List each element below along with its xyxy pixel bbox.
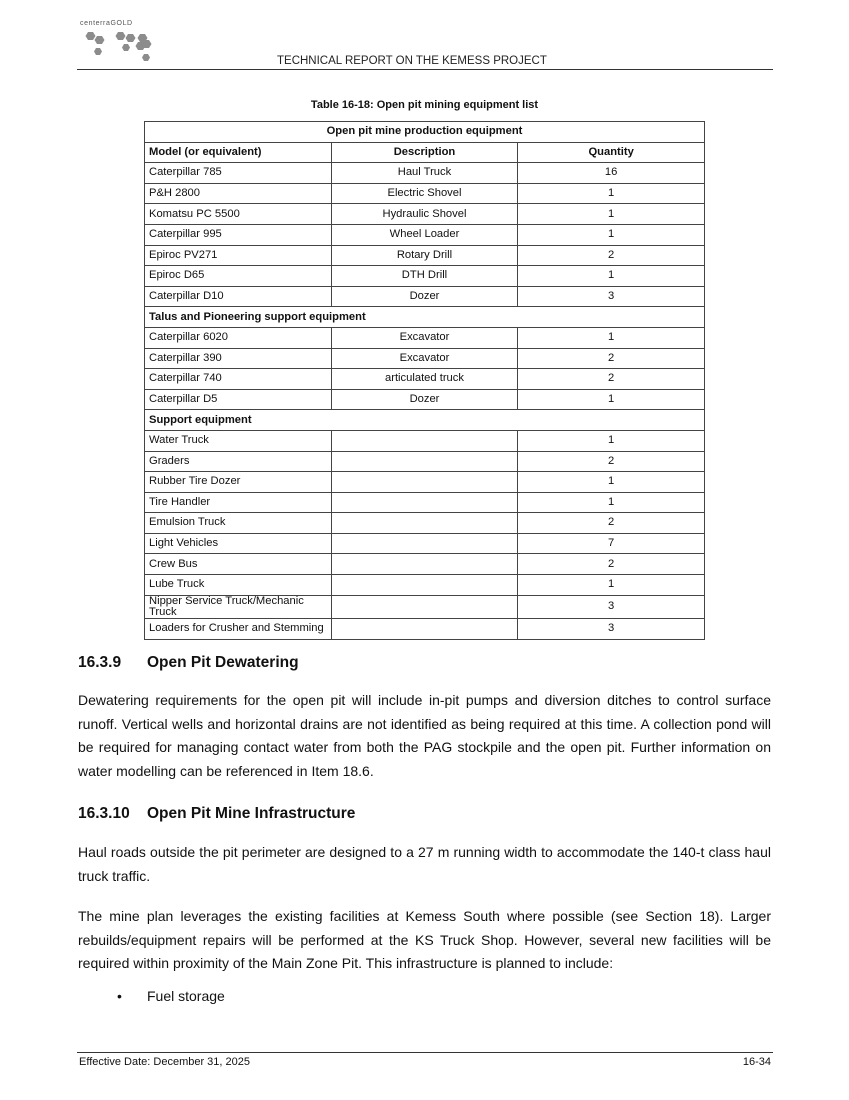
cell-quantity: 1 [518, 224, 705, 245]
cell-description: articulated truck [331, 369, 518, 390]
table-row [145, 595, 705, 618]
section-number: 16.3.10 [78, 805, 130, 822]
cell-quantity: 1 [518, 575, 705, 596]
cell-description [331, 575, 518, 596]
footer-page-number: 16-34 [742, 1056, 771, 1068]
cell-model: Crew Bus [145, 554, 332, 575]
cell-model: P&H 2800 [145, 183, 332, 204]
cell-quantity: 1 [518, 327, 705, 348]
table-column-header-row [145, 142, 705, 163]
cell-model: Loaders for Crusher and Stemming [145, 619, 332, 640]
table-group-header-row [145, 307, 705, 328]
cell-model: Lube Truck [145, 575, 332, 596]
column-header-quantity: Quantity [518, 142, 705, 163]
cell-description [331, 451, 518, 472]
paragraph-dewatering: Dewatering requirements for the open pit will include in-pit pumps and diversion ditches to control surface runoff. Vertical wells and horizontal drains are not identified as being required at this time. A collection pond will be required for managing contact water from both the PAG stockpile and the open pit. Further information on water modelling can be referenced in Item 18.6. [78, 692, 771, 779]
section-title: Open Pit Dewatering [147, 654, 299, 671]
bullet-text: Fuel storage [147, 988, 225, 1004]
table-row [145, 183, 705, 204]
table-row [145, 430, 705, 451]
table-caption: Table 16-18: Open pit mining equipment list [310, 99, 539, 111]
cell-model: Epiroc D65 [145, 266, 332, 287]
section-title: Open Pit Mine Infrastructure [147, 805, 356, 822]
cell-quantity: 1 [518, 430, 705, 451]
cell-quantity: 1 [518, 492, 705, 513]
column-header-model: Model (or equivalent) [145, 142, 332, 163]
table-row [145, 286, 705, 307]
table-row [145, 389, 705, 410]
table-row [145, 369, 705, 390]
table-group-header-row [145, 410, 705, 431]
table-row [145, 513, 705, 534]
cell-model: Caterpillar 6020 [145, 327, 332, 348]
table-row [145, 348, 705, 369]
cell-quantity: 2 [518, 348, 705, 369]
logo-wordmark: centerraGOLD [80, 20, 133, 27]
cell-model: Caterpillar 995 [145, 224, 332, 245]
table-group-header: Talus and Pioneering support equipment [145, 307, 705, 328]
table-row [145, 204, 705, 225]
cell-description: Dozer [331, 389, 518, 410]
cell-model: Light Vehicles [145, 533, 332, 554]
cell-description: Haul Truck [331, 163, 518, 184]
cell-quantity: 3 [518, 595, 705, 618]
cell-quantity: 1 [518, 183, 705, 204]
table-row [145, 575, 705, 596]
cell-description: Hydraulic Shovel [331, 204, 518, 225]
cell-quantity: 1 [518, 472, 705, 493]
table-main-header-row [145, 122, 705, 143]
cell-description: Electric Shovel [331, 183, 518, 204]
cell-model: Caterpillar D5 [145, 389, 332, 410]
cell-model: Caterpillar 390 [145, 348, 332, 369]
cell-description [331, 472, 518, 493]
paragraph-facilities: The mine plan leverages the existing facilities at Kemess South where possible (see Section 18). Larger rebuilds/equipment repairs will be performed at the KS Truck Shop. However, several new facilities will be required within proximity of the Main Zone Pit. This infrastructure is planned to include: [78, 908, 771, 972]
cell-model: Caterpillar 740 [145, 369, 332, 390]
footer-effective-date: Effective Date: December 31, 2025 [79, 1056, 251, 1068]
column-header-description: Description [331, 142, 518, 163]
cell-model: Graders [145, 451, 332, 472]
cell-model: Tire Handler [145, 492, 332, 513]
table-row [145, 492, 705, 513]
section-number: 16.3.9 [78, 654, 122, 671]
cell-description [331, 595, 518, 618]
cell-quantity: 1 [518, 266, 705, 287]
cell-quantity: 2 [518, 554, 705, 575]
cell-model: Rubber Tire Dozer [145, 472, 332, 493]
cell-model: Epiroc PV271 [145, 245, 332, 266]
table-row [145, 266, 705, 287]
cell-quantity: 16 [518, 163, 705, 184]
cell-description: Rotary Drill [331, 245, 518, 266]
table-row [145, 533, 705, 554]
cell-quantity: 2 [518, 451, 705, 472]
cell-description: Excavator [331, 327, 518, 348]
table-row [145, 224, 705, 245]
table-row [145, 245, 705, 266]
cell-description: Wheel Loader [331, 224, 518, 245]
cell-model: Caterpillar D10 [145, 286, 332, 307]
cell-model: Nipper Service Truck/Mechanic Truck [145, 595, 332, 618]
bullet-item [117, 988, 225, 1004]
table-row [145, 472, 705, 493]
cell-description [331, 533, 518, 554]
cell-description [331, 430, 518, 451]
table-row [145, 619, 705, 640]
cell-description: Excavator [331, 348, 518, 369]
cell-quantity: 3 [518, 619, 705, 640]
cell-description: DTH Drill [331, 266, 518, 287]
header-divider [77, 69, 773, 70]
table-group-header: Support equipment [145, 410, 705, 431]
cell-quantity: 7 [518, 533, 705, 554]
cell-quantity: 1 [518, 204, 705, 225]
cell-quantity: 1 [518, 389, 705, 410]
cell-description [331, 513, 518, 534]
cell-quantity: 2 [518, 369, 705, 390]
cell-description [331, 619, 518, 640]
report-header-title: TECHNICAL REPORT ON THE KEMESS PROJECT [277, 55, 547, 67]
table-row [145, 163, 705, 184]
cell-quantity: 3 [518, 286, 705, 307]
cell-model: Caterpillar 785 [145, 163, 332, 184]
table-row [145, 554, 705, 575]
cell-quantity: 2 [518, 245, 705, 266]
bullet-dot-icon: • [117, 988, 122, 1004]
company-logo [80, 20, 170, 66]
cell-model: Emulsion Truck [145, 513, 332, 534]
paragraph-haul-roads: Haul roads outside the pit perimeter are designed to a 27 m running width to accommodate the 140-t class haul truck traffic. [78, 844, 771, 884]
cell-description: Dozer [331, 286, 518, 307]
section-heading-dewatering [78, 654, 299, 672]
section-heading-infrastructure [78, 805, 355, 823]
table-row [145, 327, 705, 348]
cell-quantity: 2 [518, 513, 705, 534]
cell-model: Water Truck [145, 430, 332, 451]
logo-hexagon-icon [82, 30, 162, 66]
table-row [145, 451, 705, 472]
cell-description [331, 554, 518, 575]
footer-divider [77, 1052, 773, 1053]
cell-description [331, 492, 518, 513]
equipment-table [144, 121, 705, 640]
table-main-header: Open pit mine production equipment [145, 122, 705, 143]
cell-model: Komatsu PC 5500 [145, 204, 332, 225]
